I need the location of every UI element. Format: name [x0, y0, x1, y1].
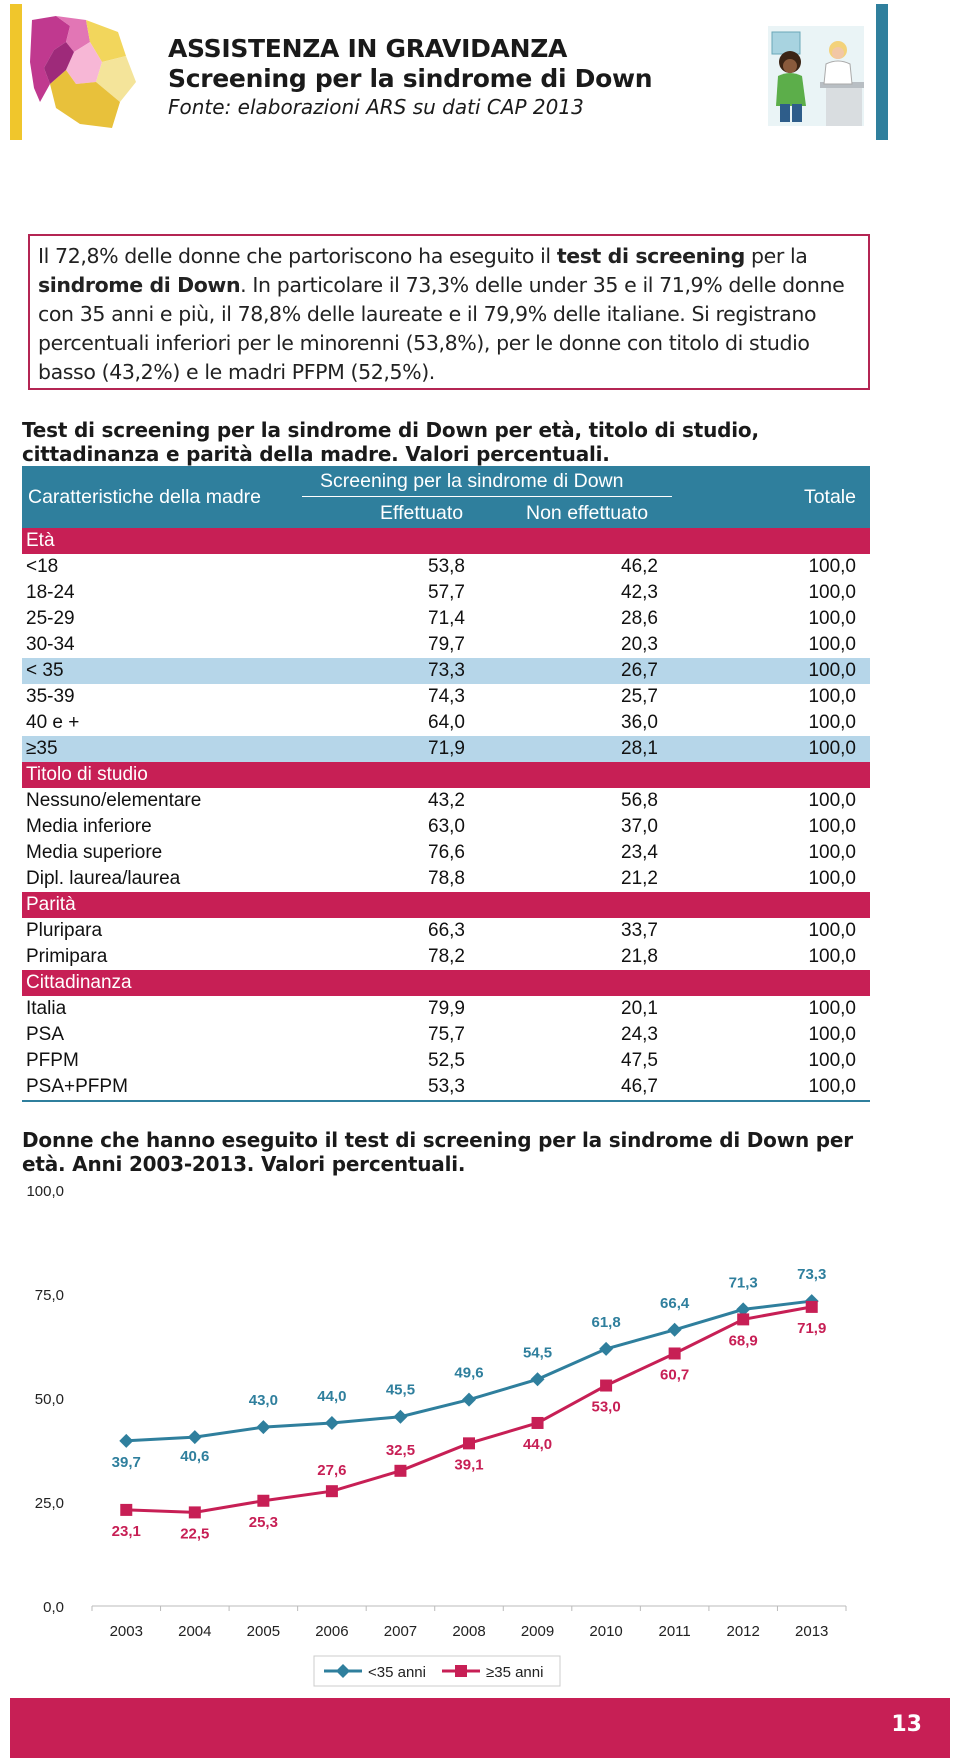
cell-effettuato: 73,3 [428, 660, 465, 681]
table-row [22, 840, 870, 866]
cell-non-effettuato: 46,7 [621, 1076, 658, 1097]
cell-totale: 100,0 [808, 634, 856, 655]
row-label: Nessuno/elementare [26, 790, 202, 811]
row-label: 35-39 [26, 686, 75, 707]
data-label-under35: 44,0 [317, 1387, 347, 1405]
cell-non-effettuato: 21,8 [621, 946, 658, 967]
x-tick-label: 2007 [383, 1623, 418, 1640]
cell-non-effettuato: 33,7 [621, 920, 658, 941]
cell-effettuato: 53,8 [428, 556, 465, 577]
data-point-under35 [668, 1323, 682, 1337]
data-label-under35: 61,8 [591, 1313, 621, 1331]
row-label: Primipara [26, 946, 108, 967]
chart-title: Donne che hanno eseguito il test di screening per la sindrome di Down per età. Anni 2003-2013. Valori percentuali. [22, 1128, 853, 1176]
cell-totale: 100,0 [808, 790, 856, 811]
row-label: Cittadinanza [26, 972, 132, 993]
table-row [22, 580, 870, 606]
cell-non-effettuato: 20,1 [621, 998, 658, 1019]
cell-effettuato: 75,7 [428, 1024, 465, 1045]
cell-non-effettuato: 42,3 [621, 582, 658, 603]
data-point-35plus [394, 1465, 406, 1477]
data-point-35plus [669, 1347, 681, 1359]
data-label-35plus: 60,7 [660, 1366, 690, 1384]
row-label: Media superiore [26, 842, 163, 863]
data-label-under35: 49,6 [454, 1364, 484, 1382]
data-point-35plus [532, 1417, 544, 1429]
data-label-under35: 73,3 [797, 1266, 827, 1284]
cell-totale: 100,0 [808, 1076, 856, 1097]
cell-effettuato: 71,4 [428, 608, 465, 629]
cell-totale: 100,0 [808, 816, 856, 837]
data-point-35plus [806, 1301, 818, 1313]
cell-non-effettuato: 37,0 [621, 816, 658, 837]
data-label-under35: 43,0 [248, 1392, 278, 1410]
x-tick-label: 2005 [246, 1623, 281, 1640]
summary-text-2: per la [744, 244, 808, 268]
data-label-35plus: 44,0 [522, 1435, 553, 1453]
y-tick-label: 75,0 [34, 1287, 64, 1304]
row-label: Dipl. laurea/laurea [26, 868, 181, 889]
table-row [22, 996, 870, 1022]
cell-effettuato: 76,6 [428, 842, 465, 863]
cell-totale: 100,0 [808, 608, 856, 629]
data-point-35plus [737, 1313, 749, 1325]
row-label: Età [26, 530, 55, 551]
table-row [22, 736, 870, 762]
cell-totale: 100,0 [808, 920, 856, 941]
row-label: 25-29 [26, 608, 75, 629]
data-point-35plus [463, 1437, 475, 1449]
col-header-totale: Totale [803, 486, 856, 508]
row-label: Italia [26, 998, 67, 1019]
data-label-under35: 54,5 [522, 1344, 553, 1362]
cell-effettuato: 71,9 [428, 738, 465, 759]
summary-box [28, 234, 870, 390]
table-row [22, 866, 870, 892]
table-row [22, 606, 870, 632]
line-chart-svg [22, 1182, 870, 1702]
data-point-35plus [189, 1506, 201, 1518]
cell-effettuato: 78,2 [428, 946, 465, 967]
table-row [22, 684, 870, 710]
cell-totale: 100,0 [808, 738, 856, 759]
summary-text-3: . In particolare il 73,3% delle under 35 e il 71,9% delle donne con 35 anni e più, il 78,8% delle laureate e il 79,9% delle italiane. Si registrano percentuali inferiori per le minorenni (53,8%), per le donne con titolo di studio basso (43,2%) e le madri PFPM (52,5%). [38, 273, 845, 384]
y-tick-label: 25,0 [34, 1495, 64, 1512]
cell-totale: 100,0 [808, 946, 856, 967]
data-label-under35: 45,5 [385, 1381, 416, 1399]
table-row [22, 1048, 870, 1074]
table-category-row [22, 528, 870, 554]
col-header-non-effettuato: Non effettuato [526, 502, 649, 524]
col-header-effettuato: Effettuato [380, 502, 464, 524]
data-label-35plus: 27,6 [317, 1462, 347, 1480]
cell-effettuato: 52,5 [428, 1050, 465, 1071]
row-label: PFPM [26, 1050, 79, 1071]
summary-bold-1: test di screening [556, 244, 745, 268]
data-point-under35 [393, 1410, 407, 1424]
x-tick-label: 2009 [520, 1623, 555, 1640]
cell-non-effettuato: 28,1 [621, 738, 658, 759]
data-label-35plus: 23,1 [111, 1522, 141, 1540]
table-row [22, 918, 870, 944]
cell-effettuato: 66,3 [428, 920, 465, 941]
table-row [22, 1074, 870, 1100]
row-label: Titolo di studio [26, 764, 148, 785]
footer-bar [10, 1698, 950, 1758]
data-point-under35 [325, 1416, 339, 1430]
cell-totale: 100,0 [808, 660, 856, 681]
legend-label-under35: <35 anni [368, 1664, 426, 1681]
x-tick-label: 2008 [452, 1623, 486, 1640]
table-body [22, 528, 870, 1100]
row-label: 30-34 [26, 634, 75, 655]
cell-effettuato: 57,7 [428, 582, 465, 603]
table-row [22, 814, 870, 840]
cell-non-effettuato: 26,7 [621, 660, 658, 681]
cell-non-effettuato: 47,5 [621, 1050, 658, 1071]
row-label: 40 e + [26, 712, 80, 733]
cell-non-effettuato: 21,2 [621, 868, 658, 889]
data-label-35plus: 68,9 [728, 1332, 758, 1350]
row-label: PSA [26, 1024, 65, 1045]
table-row [22, 632, 870, 658]
col-header-group: Screening per la sindrome di Down [320, 470, 624, 492]
header-title: Screening per la sindrome di Down [168, 64, 653, 93]
x-tick-label: 2013 [795, 1623, 829, 1640]
table-row [22, 944, 870, 970]
cell-non-effettuato: 36,0 [621, 712, 658, 733]
table-row [22, 710, 870, 736]
table-category-row [22, 762, 870, 788]
x-tick-label: 2012 [726, 1623, 760, 1640]
data-label-under35: 40,6 [180, 1448, 210, 1466]
data-point-under35 [462, 1393, 476, 1407]
summary-bold-2: sindrome di Down [38, 273, 241, 297]
table-bottom-rule [22, 1100, 870, 1102]
cell-totale: 100,0 [808, 868, 856, 889]
y-tick-label: 100,0 [26, 1183, 64, 1200]
header-source: Fonte: elaborazioni ARS su dati CAP 2013 [168, 95, 584, 119]
data-label-under35: 71,3 [728, 1274, 758, 1292]
data-point-under35 [188, 1430, 202, 1444]
table-header [22, 466, 870, 528]
data-label-35plus: 25,3 [248, 1513, 278, 1531]
x-tick-label: 2011 [658, 1623, 691, 1640]
cell-totale: 100,0 [808, 582, 856, 603]
col-header-characteristics: Caratteristiche della madre [28, 486, 262, 508]
header-accent-bar-right [876, 4, 888, 140]
cell-non-effettuato: 23,4 [621, 842, 658, 863]
row-label: PSA+PFPM [26, 1076, 128, 1097]
x-tick-label: 2010 [589, 1623, 623, 1640]
cell-effettuato: 64,0 [428, 712, 465, 733]
table-category-row [22, 970, 870, 996]
header-text-block [168, 34, 652, 120]
page-number: 13 [891, 1712, 922, 1737]
row-label: 18-24 [26, 582, 75, 603]
row-label: ≥35 [26, 738, 58, 759]
row-label: Parità [26, 894, 76, 915]
row-label: Pluripara [26, 920, 103, 941]
y-tick-label: 0,0 [43, 1599, 64, 1616]
doctor-patient-illustration [768, 26, 864, 130]
data-label-35plus: 71,9 [797, 1319, 827, 1337]
table-row [22, 788, 870, 814]
cell-non-effettuato: 56,8 [621, 790, 658, 811]
table-row [22, 554, 870, 580]
row-label: < 35 [26, 660, 64, 681]
legend-marker-35plus [455, 1665, 467, 1677]
cell-totale: 100,0 [808, 712, 856, 733]
cell-totale: 100,0 [808, 686, 856, 707]
data-label-35plus: 53,0 [591, 1398, 621, 1416]
cell-non-effettuato: 46,2 [621, 556, 658, 577]
cell-effettuato: 79,7 [428, 634, 465, 655]
data-point-under35 [531, 1372, 545, 1386]
screening-table [22, 466, 870, 1102]
header-topic: ASSISTENZA IN GRAVIDANZA [168, 34, 568, 63]
cell-effettuato: 53,3 [428, 1076, 465, 1097]
cell-non-effettuato: 28,6 [621, 608, 658, 629]
cell-effettuato: 79,9 [428, 998, 465, 1019]
cell-effettuato: 43,2 [428, 790, 465, 811]
data-label-35plus: 39,1 [454, 1456, 484, 1474]
table-row [22, 658, 870, 684]
data-point-35plus [600, 1380, 612, 1392]
col-group-divider [302, 496, 672, 497]
x-tick-label: 2003 [109, 1623, 143, 1640]
row-label: Media inferiore [26, 816, 152, 837]
cell-non-effettuato: 24,3 [621, 1024, 658, 1045]
data-point-35plus [257, 1495, 269, 1507]
table-row [22, 1022, 870, 1048]
header-accent-bar-left [10, 4, 22, 140]
data-point-under35 [599, 1342, 613, 1356]
cell-effettuato: 63,0 [428, 816, 465, 837]
table-category-row [22, 892, 870, 918]
legend-label-35plus: ≥35 anni [486, 1664, 544, 1681]
line-chart [22, 1182, 870, 1702]
data-label-35plus: 32,5 [385, 1441, 416, 1459]
x-tick-label: 2006 [315, 1623, 349, 1640]
data-point-35plus [326, 1485, 338, 1497]
data-label-35plus: 22,5 [180, 1525, 210, 1543]
data-point-under35 [119, 1434, 133, 1448]
data-point-35plus [120, 1504, 132, 1516]
row-label: <18 [26, 556, 59, 577]
series-line-35plus [126, 1307, 811, 1513]
table-title: Test di screening per la sindrome di Down per età, titolo di studio, cittadinanza e parità della madre. Valori percentuali. [22, 418, 759, 466]
cell-effettuato: 78,8 [428, 868, 465, 889]
cell-totale: 100,0 [808, 1050, 856, 1071]
cell-non-effettuato: 20,3 [621, 634, 658, 655]
cell-totale: 100,0 [808, 842, 856, 863]
cell-effettuato: 74,3 [428, 686, 465, 707]
cell-totale: 100,0 [808, 1024, 856, 1045]
data-point-under35 [256, 1420, 270, 1434]
cell-totale: 100,0 [808, 556, 856, 577]
tuscany-map-icon [26, 12, 146, 140]
cell-totale: 100,0 [808, 998, 856, 1019]
summary-text-1: Il 72,8% delle donne che partoriscono ha eseguito il [38, 244, 557, 268]
cell-non-effettuato: 25,7 [621, 686, 658, 707]
data-label-under35: 39,7 [111, 1453, 141, 1471]
y-tick-label: 50,0 [34, 1391, 64, 1408]
data-label-under35: 66,4 [660, 1294, 690, 1312]
x-tick-label: 2004 [178, 1623, 212, 1640]
